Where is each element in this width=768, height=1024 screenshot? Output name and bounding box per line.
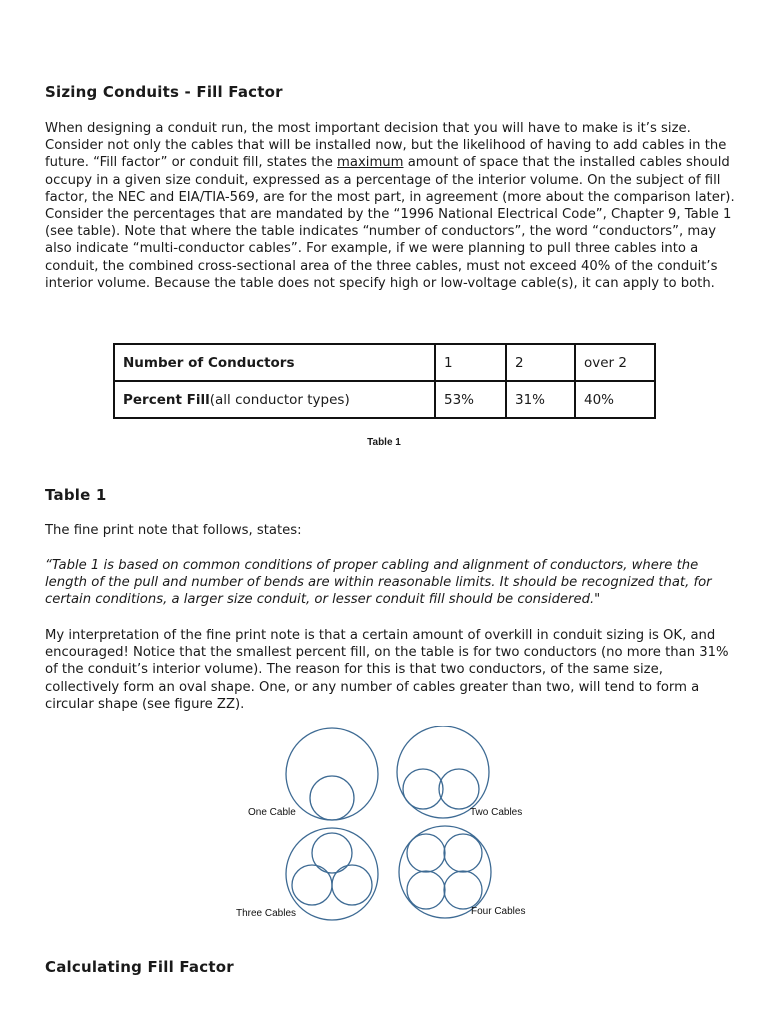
table-cell: 2 [506, 344, 575, 381]
conduit-circle [286, 828, 378, 920]
table-cell: 40% [575, 381, 655, 418]
two-cables-diagram [397, 726, 489, 818]
table-cell: 1 [435, 344, 506, 381]
cable-circle [407, 871, 445, 909]
section-heading-table1: Table 1 [45, 486, 107, 504]
intro-text-part1: When designing a conduit run, the most important decision that you will have to make is it’s size. Consider not only the cables that will be installed now, but the likelihood of having to add cables in the future. “Fill factor” or conduit fill, states the [45, 121, 727, 171]
page-title: Sizing Conduits - Fill Factor [45, 83, 283, 101]
intro-paragraph [45, 120, 735, 292]
section-heading-calculating: Calculating Fill Factor [45, 958, 234, 976]
fine-print-quote: “Table 1 is based on common conditions of proper cabling and alignment of conductors, where the length of the pull and number of bends are within reasonable limits. It should be recognized that, for certain conditions, a larger size conduit, or lesser conduit fill should be considered." [45, 558, 712, 608]
table-header-cell: Number of Conductors [114, 344, 435, 381]
table-cell: over 2 [575, 344, 655, 381]
intro-text-part2: amount of space that the installed cables should occupy in a given size conduit, expressed as a percentage of the interior volume. On the subject of fill factor, the NEC and EIA/TIA-569, are for the most part, in agreement (more about the comparison later). Consider the percentages that are mandated by the “1996 National Electrical Code”, Chapter 9, Table 1 (see table). Note that where the table indicates “number of conductors”, the word “conductors”, may also indicate “multi-conductor cables”. For example, if we were planning to pull three cables into a conduit, the combined cross-sectional area of the three cables, must not exceed 40% of the conduit’s interior volume. Because the table does not specify high or low-voltage cable(s), it can apply to both. [45, 155, 735, 291]
cable-circle [312, 833, 352, 873]
cable-circle [444, 871, 482, 909]
table-cell: 31% [506, 381, 575, 418]
cable-circle [310, 776, 354, 820]
cable-circle [444, 834, 482, 872]
cable-circle [292, 865, 332, 905]
table-header-cell: Percent Fill(all conductor types) [114, 381, 435, 418]
table-row [114, 344, 655, 381]
label-two-cables: Two Cables [470, 807, 523, 818]
cable-circle [332, 865, 372, 905]
label-four-cables: Four Cables [471, 906, 526, 917]
table-cell: 53% [435, 381, 506, 418]
three-cables-diagram [286, 828, 378, 920]
fill-factor-table [113, 343, 656, 419]
intro-underlined-word: maximum [337, 155, 404, 171]
table-row [114, 381, 655, 418]
fine-print-intro: The fine print note that follows, states: [45, 523, 302, 538]
label-one-cable: One Cable [248, 807, 296, 818]
label-three-cables: Three Cables [236, 908, 297, 919]
cable-circle [403, 769, 443, 809]
conduit-circle [286, 728, 378, 820]
cable-arrangement-figure [230, 726, 540, 926]
table-caption: Table 1 [367, 437, 401, 448]
four-cables-diagram [399, 826, 491, 918]
one-cable-diagram [286, 728, 378, 820]
cable-circle [407, 834, 445, 872]
cable-circle [439, 769, 479, 809]
interpretation-paragraph: My interpretation of the fine print note is that a certain amount of overkill in conduit sizing is OK, and encouraged! Notice that the smallest percent fill, on the table is for two conductors (no more than 31% of the conduit’s interior volume). The reason for this is that two conductors, of the same size, collectively form an oval shape. One, or any number of cables greater than two, will tend to form a circular shape (see figure ZZ). [45, 628, 729, 712]
